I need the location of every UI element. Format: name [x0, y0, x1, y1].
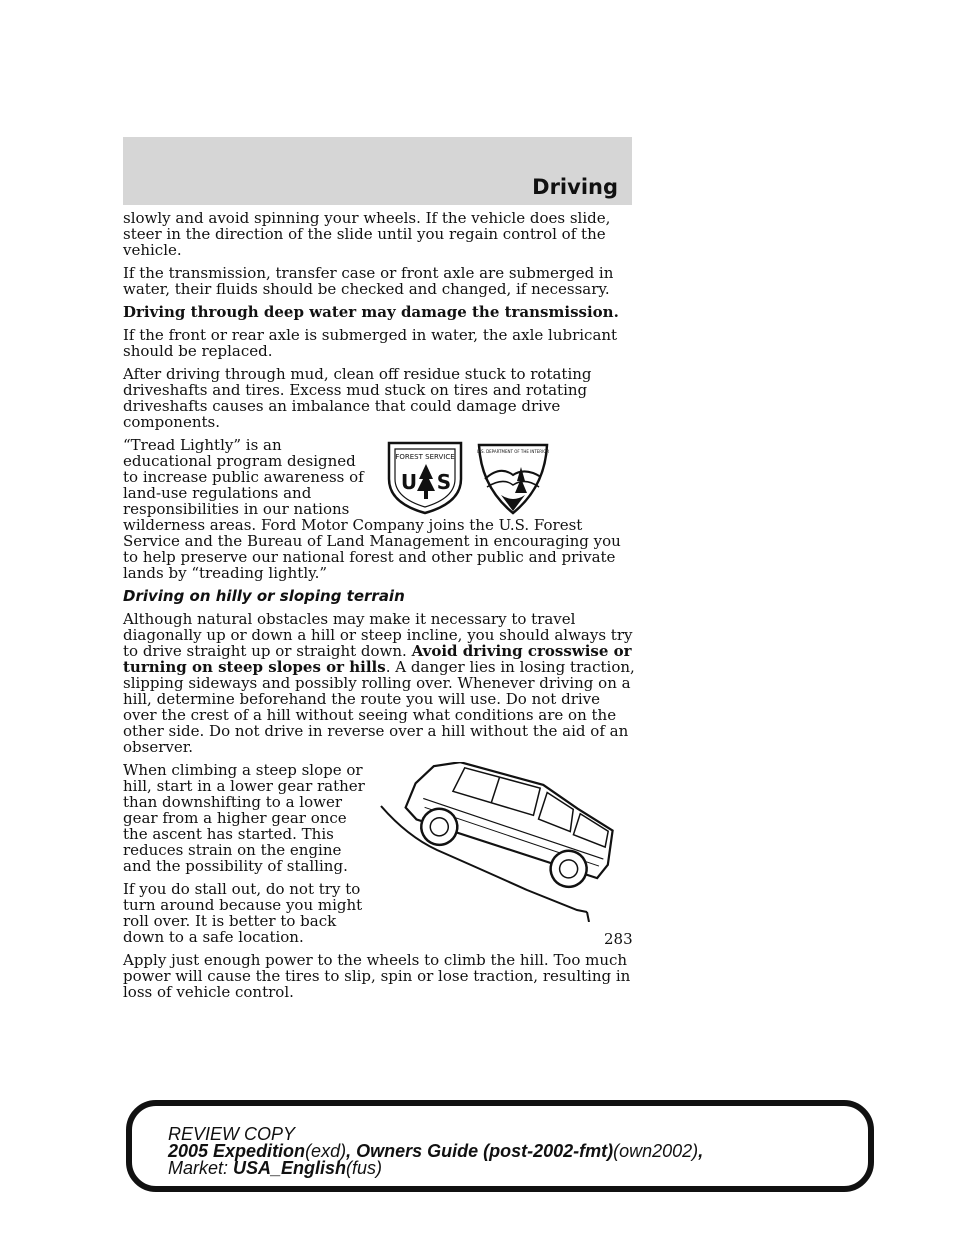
page-body — [123, 210, 635, 1007]
text-run: Although natural obstacles may make it necessary to travel diagonally up or down a hill or steep incline, you should always try to drive straight up or straight down. — [123, 610, 633, 660]
paragraph: Apply just enough power to the wheels to climb the hill. Too much power will cause the tires to slip, spin or lose traction, resulting in loss of vehicle control. — [123, 951, 631, 1001]
page-number: 283 — [604, 930, 633, 948]
paragraph: “Tread Lightly” is an educational program designed to increase public awareness of land-use regulations and responsibilities in our nations wilderness areas. Ford Motor Company joins the U.S. Forest Service and the Bureau of Land Management in encouraging you to help preserve our national forest and other public and private lands by “treading lightly.” — [123, 436, 621, 582]
footer-line-review: REVIEW COPY — [168, 1124, 296, 1144]
blm-text: U.S. DEPARTMENT OF THE INTERIOR — [476, 449, 550, 454]
paragraph: If you do stall out, do not try to turn around because you might roll over. It is better to back down to a safe location. — [123, 880, 363, 946]
paragraph: If the front or rear axle is submerged in water, the axle lubricant should be replaced. — [123, 326, 618, 360]
paragraph: If the transmission, transfer case or front axle are submerged in water, their fluids should be checked and changed, if necessary. — [123, 264, 614, 298]
section-header-tab — [123, 137, 632, 205]
footer-text — [168, 1126, 703, 1177]
suv-climbing-hill-drawing — [377, 762, 627, 922]
footer-line-document: 2005 Expedition(exd), Owners Guide (post-2002-fmt)(own2002), — [168, 1141, 704, 1161]
review-copy-footer — [126, 1100, 874, 1192]
paragraph: slowly and avoid spinning your wheels. If the vehicle does slide, steer in the direction of the slide until you regain control of the vehicle. — [123, 209, 611, 259]
forest-service-u: U — [400, 470, 418, 494]
forest-service-top-text: FOREST SERVICE — [395, 453, 455, 461]
paragraph: When climbing a steep slope or hill, start in a lower gear rather than downshifting to a lower gear from a higher gear once the ascent has started. This reduces strain on the engine and the possibility of stalling. — [123, 761, 365, 875]
agency-logos-illustration — [375, 437, 615, 515]
text-run: . A danger lies in losing traction, slipping sideways and possibly rolling over. Whenever driving on a hill, determine beforehand the route you will use. Do not drive over the crest of a hill without seeing what conditions are on the other side. Do not drive in reverse over a hill without the aid of an observer. — [123, 658, 635, 756]
forest-service-shield-logo — [389, 443, 461, 513]
subheading: Driving on hilly or sloping terrain — [123, 587, 405, 605]
forest-service-s: S — [436, 470, 452, 494]
paragraph — [123, 611, 635, 755]
warning-paragraph: Driving through deep water may damage the transmission. — [123, 303, 619, 321]
section-title: Driving — [532, 175, 618, 199]
bold-text-run: Avoid driving crosswise or turning on steep slopes or hills — [123, 642, 632, 676]
blm-logo — [477, 445, 550, 513]
paragraph: After driving through mud, clean off residue stuck to rotating driveshafts and tires. Excess mud stuck on tires and rotating driveshafts causes an imbalance that could damage drive components. — [123, 365, 592, 431]
footer-line-market: Market: USA_English(fus) — [168, 1158, 383, 1178]
agency-logos — [375, 437, 615, 515]
suv-on-hill-illustration — [377, 762, 627, 922]
